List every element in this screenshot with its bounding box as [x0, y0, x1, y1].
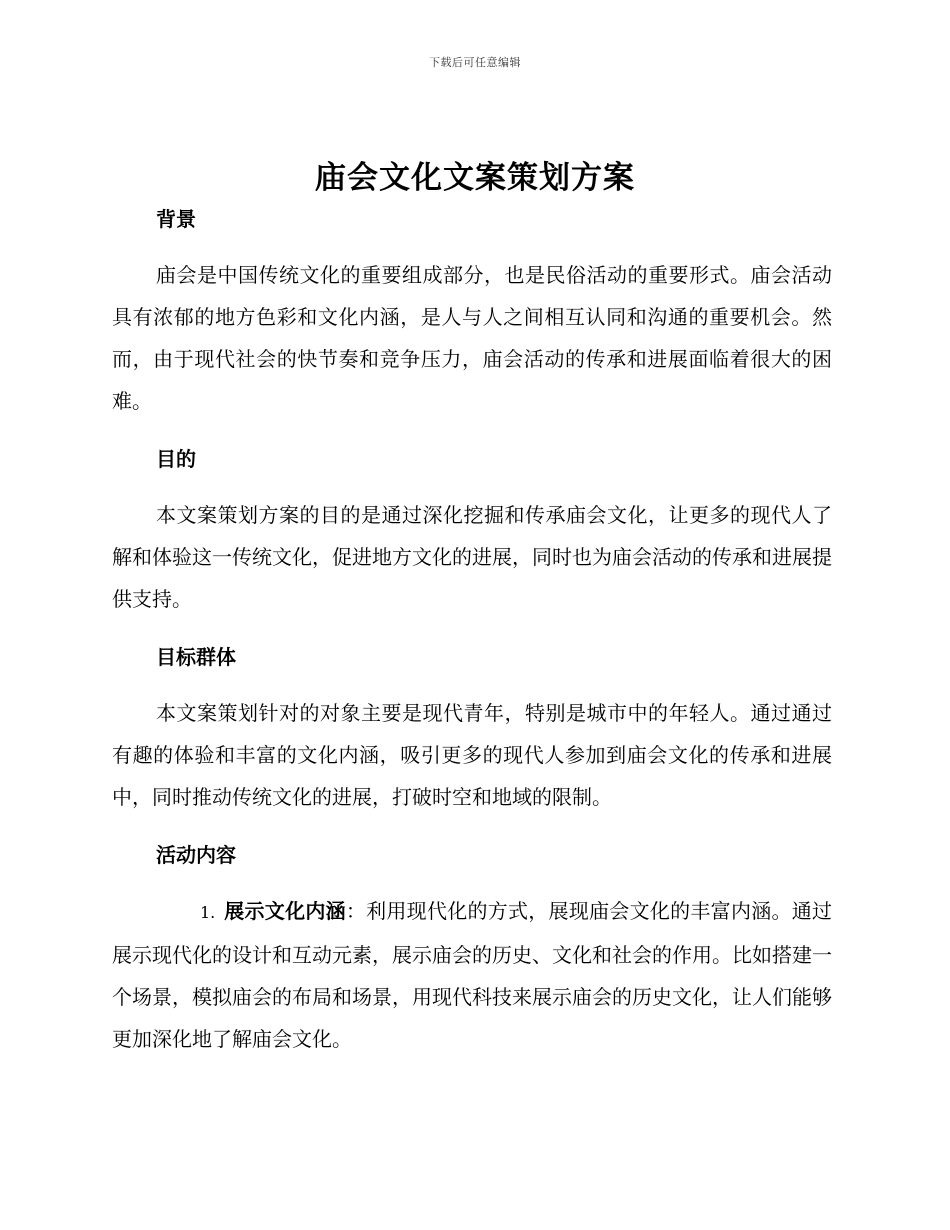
list-item-term: 展示文化内涵: [224, 899, 346, 923]
section-heading-purpose: 目的: [156, 447, 196, 471]
section-heading-audience: 目标群体: [156, 645, 236, 669]
list-item: [112, 890, 832, 1060]
section-heading-background: 背景: [156, 207, 196, 231]
list-item-number: 1.: [200, 903, 216, 922]
header-note: 下载后可任意编辑: [429, 56, 521, 69]
document-body: [112, 202, 832, 1060]
section-text-background: 庙会是中国传统文化的重要组成部分，也是民俗活动的重要形式。庙会活动具有浓郁的地方色彩和文化内涵，是人与人之间相互认同和沟通的重要机会。然而，由于现代社会的快节奏和竞争压力，庙会活动的传承和进展面临着很大的困难。: [112, 263, 832, 413]
section-text-purpose: 本文案策划方案的目的是通过深化挖掘和传承庙会文化，让更多的现代人了解和体验这一传统文化，促进地方文化的进展，同时也为庙会活动的传承和进展提供支持。: [112, 503, 832, 611]
section-text-audience: 本文案策划针对的对象主要是现代青年，特别是城市中的年轻人。通过通过有趣的体验和丰富的文化内涵，吸引更多的现代人参加到庙会文化的传承和进展中，同时推动传统文化的进展，打破时空和地域的限制。: [112, 701, 832, 809]
document-title: 庙会文化文案策划方案: [315, 160, 635, 196]
section-heading-activities: 活动内容: [156, 843, 236, 867]
list-item-text: ：利用现代化的方式，展现庙会文化的丰富内涵。通过展示现代化的设计和互动元素，展示庙会的历史、文化和社会的作用。比如搭建一个场景，模拟庙会的布局和场景，用现代科技来展示庙会的历史文化，让人们能够更加深化地了解庙会文化。: [112, 899, 833, 1051]
